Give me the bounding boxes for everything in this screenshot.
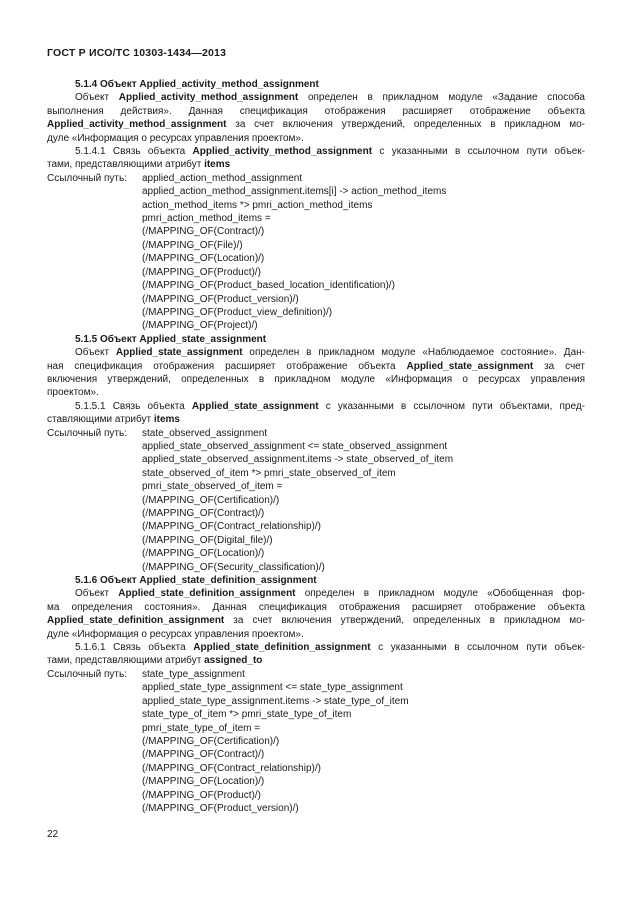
- section: [47, 78, 585, 333]
- reference-path-value: applied_action_method_assignment: [142, 172, 303, 184]
- subclause-line: [47, 145, 585, 158]
- paragraph-line: [47, 360, 585, 373]
- reference-path-value: state_observed_assignment: [142, 427, 268, 439]
- text-run: тами, представляющими атрибут: [47, 655, 205, 667]
- paragraph-line: [47, 105, 585, 118]
- reference-path-line: action_method_items *> pmri_action_method_items: [142, 199, 373, 211]
- reference-path-row: [47, 668, 585, 681]
- paragraph-line: [47, 132, 585, 145]
- reference-path-line: (/MAPPING_OF(File)/): [142, 239, 243, 251]
- text-run: Объект: [75, 588, 119, 600]
- section: [47, 333, 585, 574]
- subclause-line: [47, 654, 585, 667]
- reference-path-line: (/MAPPING_OF(Project)/): [142, 320, 258, 332]
- section-heading-text: 5.1.4 Объект Applied_activity_method_assignment: [75, 79, 319, 90]
- text-run: определен в прикладном модуле «Задание способа: [298, 92, 585, 104]
- reference-path-line: (/MAPPING_OF(Contract)/): [142, 226, 265, 238]
- reference-path-line: (/MAPPING_OF(Product)/): [142, 789, 261, 801]
- text-run: ма определения состояния». Данная спецификация отображения расширяет отображение объекта: [47, 601, 585, 613]
- text-run: за счет включения утверждений, определенных в прикладном мо-: [226, 119, 585, 131]
- text-run: с указанными в ссылочном пути объек-: [370, 642, 585, 654]
- paragraph-line: [47, 614, 585, 627]
- reference-path-line: applied_state_type_assignment <= state_type_assignment: [142, 682, 403, 694]
- paragraph-line: [47, 118, 585, 131]
- reference-path-line: pmri_state_type_of_item =: [142, 722, 261, 734]
- reference-path-line: (/MAPPING_OF(Location)/): [142, 548, 265, 560]
- entity-name: assigned_to: [204, 655, 263, 667]
- entity-name: Applied_state_assignment: [191, 400, 319, 412]
- paragraph-line: [47, 601, 585, 614]
- reference-path-line: state_observed_of_item *> pmri_state_observed_of_item: [142, 467, 396, 479]
- reference-path-line: applied_state_observed_assignment.items -> state_observed_of_item: [142, 454, 454, 466]
- entity-name: Applied_activity_method_assignment: [47, 119, 227, 131]
- subclause-line: [47, 158, 585, 171]
- paragraph-line: [47, 91, 585, 104]
- text-run: за счет включения утверждений, определенных в прикладном мо-: [224, 615, 585, 627]
- subclause-line: [47, 413, 585, 426]
- reference-path-line: (/MAPPING_OF(Product_based_location_identification)/): [142, 280, 395, 292]
- entity-name: Applied_state_definition_assignment: [118, 588, 296, 600]
- text-run: включения утверждений, определенных в прикладном модуле «Информация о ресурсах управления: [47, 373, 585, 385]
- text-run: ная спецификация отображения расширяет отображение объекта: [47, 360, 407, 372]
- entity-name: Applied_state_definition_assignment: [47, 615, 225, 627]
- text-run: Объект: [75, 92, 119, 104]
- text-run: определен в прикладном модуле «Наблюдаемое состояние». Дан-: [242, 347, 585, 359]
- reference-path-value: state_type_assignment: [142, 668, 245, 680]
- reference-path-line: (/MAPPING_OF(Contract)/): [142, 508, 265, 519]
- paragraph-line: [47, 346, 585, 359]
- text-run: с указанными в ссылочном пути объек-: [372, 146, 585, 158]
- reference-path-line: applied_state_observed_assignment <= state_observed_assignment: [142, 440, 448, 452]
- reference-path-line: pmri_state_observed_of_item =: [142, 481, 283, 493]
- text-run: 5.1.5.1 Связь объекта: [75, 400, 192, 412]
- page-header: ГОСТ Р ИСО/ТС 10303-1434—2013: [47, 47, 227, 59]
- section-heading: [47, 333, 585, 346]
- reference-path-label: Ссылочный путь:: [47, 668, 127, 680]
- subclause-line: [47, 641, 585, 654]
- text-run: дуле «Информация о ресурсах управления проектом».: [47, 132, 304, 144]
- reference-path-line: (/MAPPING_OF(Product)/): [142, 266, 261, 278]
- reference-path-line: pmri_action_method_items =: [142, 213, 271, 225]
- entity-name: items: [153, 414, 180, 426]
- reference-path-label: Ссылочный путь:: [47, 427, 127, 439]
- reference-path-line: applied_action_method_assignment.items[i] -> action_method_items: [142, 186, 447, 198]
- section-heading-text: 5.1.6 Объект Applied_state_definition_assignment: [75, 575, 317, 587]
- text-run: определен в прикладном модуле «Обобщенная фор-: [295, 588, 585, 600]
- reference-path-line: (/MAPPING_OF(Location)/): [142, 253, 265, 265]
- reference-path-line: (/MAPPING_OF(Contract)/): [142, 749, 265, 761]
- text-run: 5.1.6.1 Связь объекта: [75, 642, 194, 654]
- section-heading: [47, 574, 585, 587]
- page-number: 22: [47, 829, 59, 840]
- entity-name: Applied_activity_method_assignment: [118, 92, 299, 104]
- text-run: ставляющими атрибут: [47, 414, 154, 426]
- paragraph-line: [47, 628, 585, 641]
- entity-name: Applied_state_definition_assignment: [193, 642, 371, 654]
- text-run: дуле «Информация о ресурсах управления проектом».: [47, 628, 304, 640]
- entity-name: Applied_activity_method_assignment: [192, 146, 373, 158]
- reference-path-line: (/MAPPING_OF(Digital_file)/): [142, 534, 273, 546]
- subclause-line: [47, 400, 585, 413]
- reference-path-line: (/MAPPING_OF(Product_view_definition)/): [142, 306, 333, 318]
- text-run: проектом».: [47, 387, 99, 399]
- paragraph-line: [47, 386, 585, 399]
- reference-path-line: applied_state_type_assignment.items -> state_type_of_item: [142, 695, 409, 707]
- reference-path-line: state_type_of_item *> pmri_state_type_of_item: [142, 709, 352, 721]
- text-run: с указанными в ссылочном пути объектами, пред-: [318, 400, 585, 412]
- reference-path-line: (/MAPPING_OF(Contract_relationship)/): [142, 521, 321, 533]
- entity-name: items: [204, 159, 231, 171]
- section: [47, 574, 585, 815]
- text-run: выполнения действия». Данная спецификация отображения расширяет отображение объекта: [47, 105, 585, 117]
- reference-path-line: (/MAPPING_OF(Certification)/): [142, 494, 280, 506]
- paragraph-line: [47, 373, 585, 386]
- reference-path-label: Ссылочный путь:: [47, 172, 127, 184]
- entity-name: Applied_state_assignment: [406, 360, 534, 372]
- reference-path-line: (/MAPPING_OF(Product_version)/): [142, 293, 299, 305]
- document-body: [47, 78, 585, 815]
- reference-path-line: (/MAPPING_OF(Security_classification)/): [142, 561, 325, 573]
- text-run: Объект: [75, 347, 116, 359]
- text-run: тами, представляющими атрибут: [47, 159, 205, 171]
- reference-path-line: (/MAPPING_OF(Contract_relationship)/): [142, 762, 321, 774]
- reference-path-line: (/MAPPING_OF(Product_version)/): [142, 802, 299, 814]
- paragraph-line: [47, 587, 585, 600]
- section-heading: [47, 78, 585, 91]
- reference-path-line: (/MAPPING_OF(Certification)/): [142, 735, 280, 747]
- reference-path-row: [47, 427, 585, 440]
- entity-name: Applied_state_assignment: [115, 347, 243, 359]
- reference-path-row: [47, 172, 585, 185]
- text-run: за счет: [533, 360, 585, 372]
- reference-path-line: (/MAPPING_OF(Location)/): [142, 776, 265, 788]
- text-run: 5.1.4.1 Связь объекта: [75, 146, 193, 158]
- section-heading-text: 5.1.5 Объект Applied_state_assignment: [75, 333, 267, 345]
